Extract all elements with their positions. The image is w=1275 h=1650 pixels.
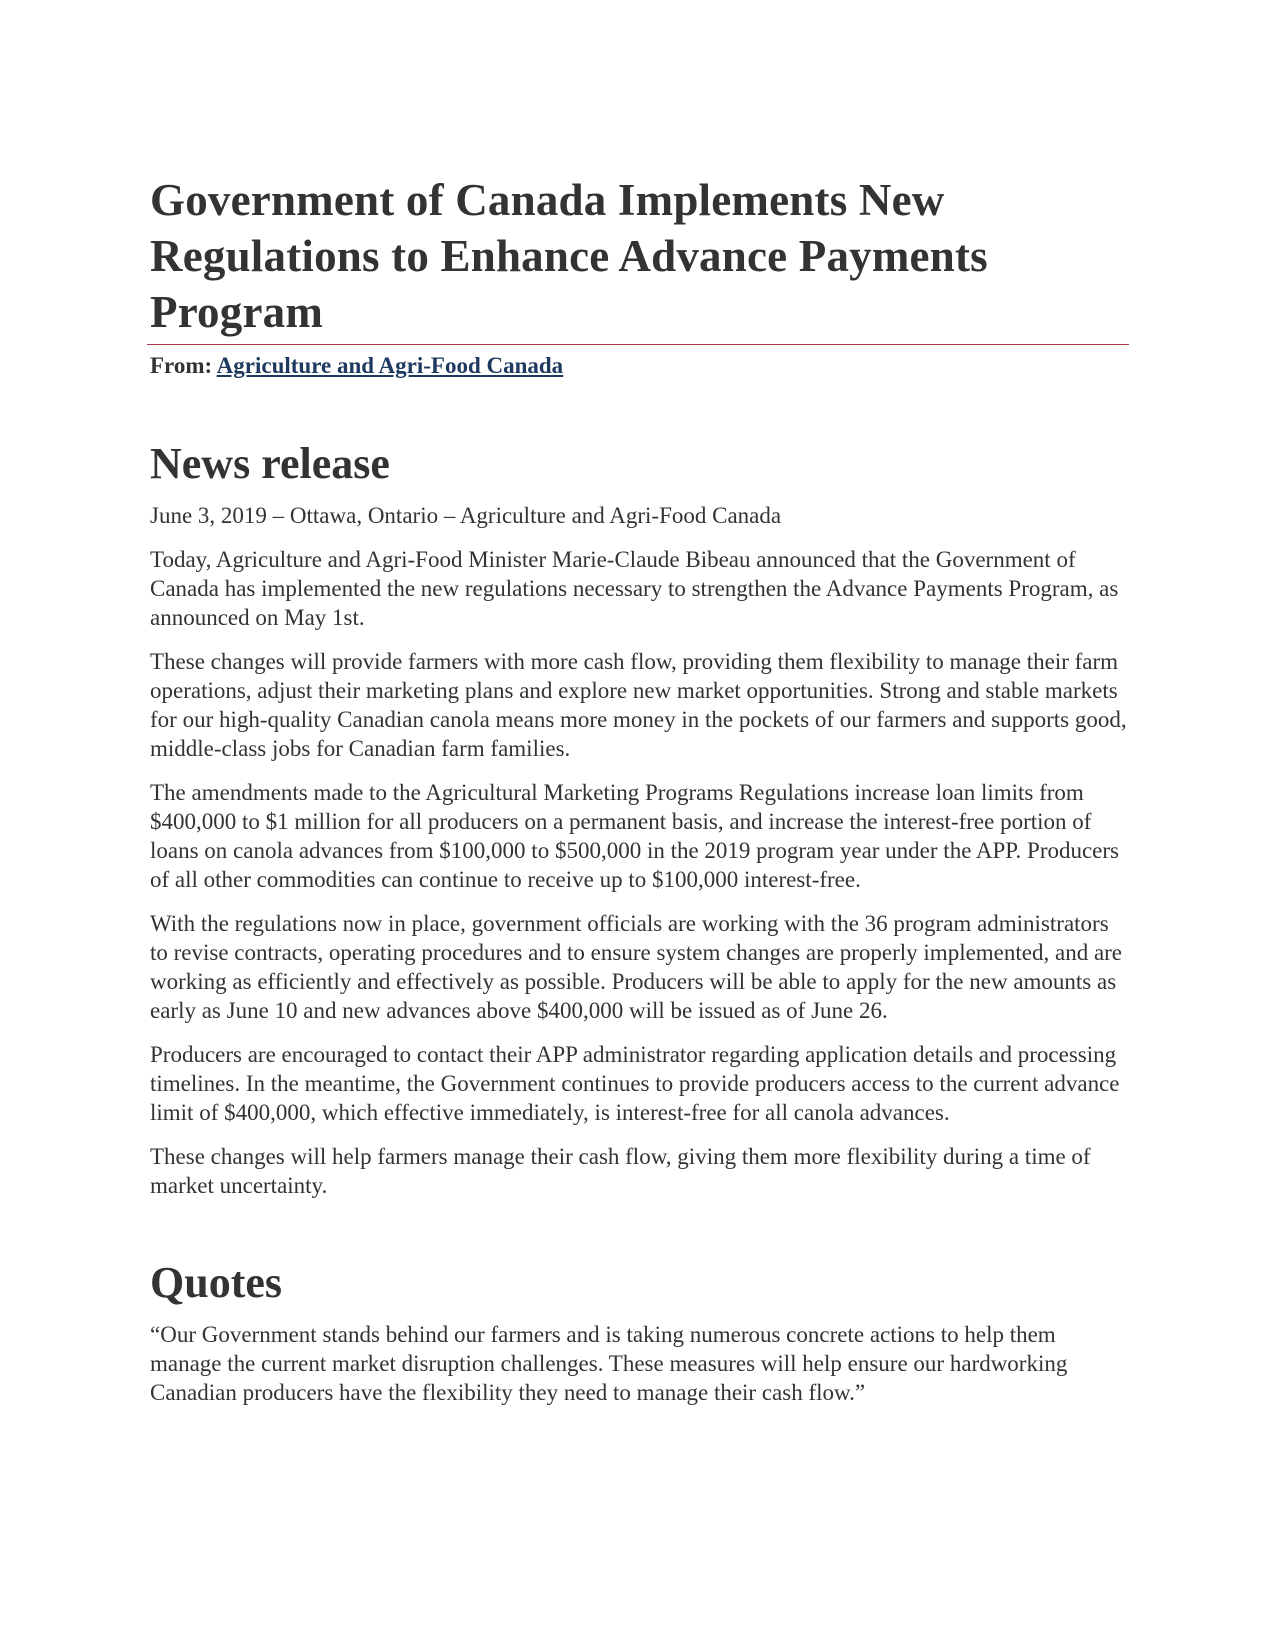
body-paragraph-6: These changes will help farmers manage their cash flow, giving them more flexibility during a time of market uncertainty.: [150, 1144, 1091, 1198]
from-label: From:: [150, 353, 213, 378]
title-divider: [147, 344, 1129, 345]
body-paragraph-2: These changes will provide farmers with more cash flow, providing them flexibility to manage their farm operations, adjust their marketing plans and explore new market opportunities. Strong and stable markets for our high-quality Canadian canola means more money in the pockets of our farmers and supports good, middle-class jobs for Canadian farm families.: [150, 649, 1127, 761]
news-release-heading: News release: [150, 439, 390, 488]
body-paragraph-1: Today, Agriculture and Agri-Food Minister Marie-Claude Bibeau announced that the Government of Canada has implemented the new regulations necessary to strengthen the Advance Payments Program, as announced on May 1st.: [150, 547, 1119, 630]
dateline: June 3, 2019 – Ottawa, Ontario – Agriculture and Agri-Food Canada: [150, 503, 782, 528]
quotes-heading: Quotes: [150, 1258, 282, 1307]
department-link[interactable]: Agriculture and Agri-Food Canada: [216, 353, 564, 378]
minister-quote: “Our Government stands behind our farmers and is taking numerous concrete actions to help them manage the current market disruption challenges. These measures will help ensure our hardworking Canadian producers have the flexibility they need to manage their cash flow.”: [150, 1322, 1068, 1405]
from-line: [150, 351, 1130, 381]
body-paragraph-3: The amendments made to the Agricultural Marketing Programs Regulations increase loan limits from $400,000 to $1 million for all producers on a permanent basis, and increase the interest-free portion of loans on canola advances from $100,000 to $500,000 in the 2019 program year under the APP. Producers of all other commodities can continue to receive up to $100,000 interest-free.: [150, 780, 1119, 892]
page-title: Government of Canada Implements New Regulations to Enhance Advance Payments Program: [150, 175, 988, 337]
document-page: [150, 172, 1130, 1422]
body-paragraph-5: Producers are encouraged to contact their APP administrator regarding application details and processing timelines. In the meantime, the Government continues to provide producers access to the current advance limit of $400,000, which effective immediately, is interest-free for all canola advances.: [150, 1042, 1120, 1125]
body-paragraph-4: With the regulations now in place, government officials are working with the 36 program administrators to revise contracts, operating procedures and to ensure system changes are properly implemented, and are working as efficiently and effectively as possible. Producers will be able to apply for the new amounts as early as June 10 and new advances above $400,000 will be issued as of June 26.: [150, 911, 1123, 1023]
